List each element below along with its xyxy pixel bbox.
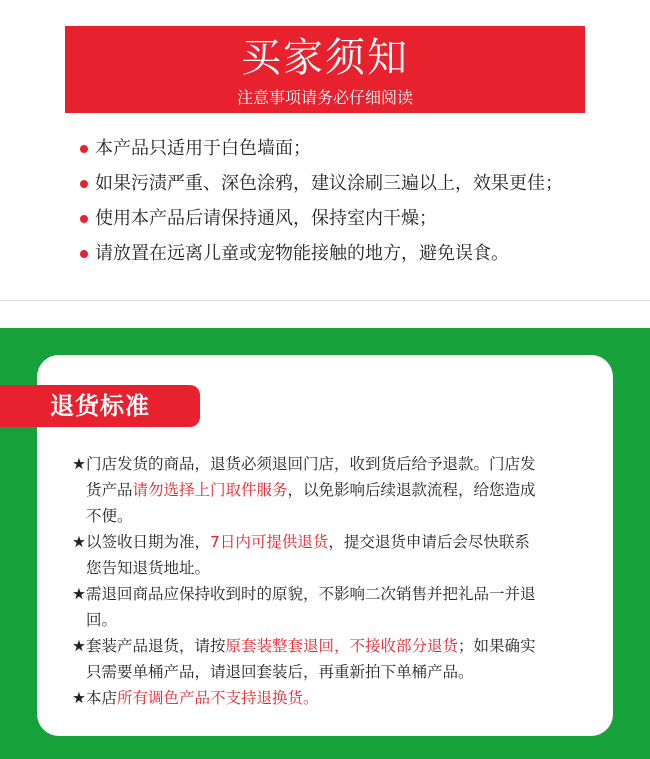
rule-text: 本店	[86, 689, 118, 707]
rule-text: 门店发货的商品，退货必须退回门店，收到货后给予退款。门店发	[86, 455, 536, 473]
rule-text: 不便。	[86, 507, 133, 525]
returns-rules	[72, 451, 592, 711]
notice-list	[80, 135, 620, 275]
list-item	[80, 135, 620, 170]
bullet-dot-icon	[80, 215, 88, 223]
rule-text: 需退回商品应保持收到时的原貌，不影响二次销售并把礼品一并退	[86, 585, 536, 603]
rule-text: 套装产品退货，请按	[86, 637, 226, 655]
rule-line	[86, 555, 592, 581]
rule-highlight: 所有调色产品不支持退换货。	[117, 689, 319, 707]
rule-line	[86, 503, 592, 529]
rule-text: ，提交退货申请后会尽快联系	[328, 533, 530, 551]
rule-text: 回。	[86, 611, 118, 629]
rule-highlight: 请勿选择上门取件服务	[132, 481, 288, 499]
buyer-notice-panel	[0, 0, 650, 301]
rule-text: 货产品	[86, 481, 133, 499]
rule-item	[72, 633, 592, 685]
notice-text: 请放置在远离儿童或宠物能接触的地方，避免误食。	[95, 243, 509, 264]
rule-line	[86, 451, 592, 477]
rule-line	[86, 607, 592, 633]
rule-line	[86, 477, 592, 503]
bullet-dot-icon	[80, 145, 88, 153]
star-icon: ★	[72, 689, 86, 707]
star-icon: ★	[72, 455, 86, 473]
rule-text: ；如果确实	[458, 637, 536, 655]
rule-item	[72, 581, 592, 633]
rule-highlight: 7日内可提供退货	[210, 533, 329, 551]
bullet-dot-icon	[80, 180, 88, 188]
returns-title: 退货标准	[50, 392, 150, 420]
bullet-dot-icon	[80, 250, 88, 258]
list-item	[80, 240, 620, 275]
rule-text: 您告知退货地址。	[86, 559, 211, 577]
rule-text: 只需要单桶产品，请退回套装后，再重新拍下单桶产品。	[86, 663, 474, 681]
rule-item	[72, 451, 592, 529]
notice-text: 使用本产品后请保持通风，保持室内干燥；	[95, 208, 437, 229]
star-icon: ★	[72, 637, 86, 655]
rule-highlight: 原套装整套退回，不接收部分退货	[225, 637, 459, 655]
list-item	[80, 205, 620, 240]
rule-item	[72, 685, 592, 711]
rule-line	[86, 529, 592, 555]
rule-line	[86, 685, 592, 711]
rule-text: 以签收日期为准，	[86, 533, 211, 551]
rule-line	[86, 581, 592, 607]
notice-text: 本产品只适用于白色墙面；	[95, 138, 311, 159]
star-icon: ★	[72, 533, 86, 551]
rule-text: ，以免影响后续退款流程，给您造成	[287, 481, 536, 499]
rule-item	[72, 529, 592, 581]
star-icon: ★	[72, 585, 86, 603]
rule-line	[86, 633, 592, 659]
page-title: 买家须知	[241, 35, 409, 81]
rule-line	[86, 659, 592, 685]
page-subtitle: 注意事项请务必仔细阅读	[236, 88, 413, 107]
returns-title-tab	[0, 385, 200, 427]
title-banner	[65, 26, 585, 113]
list-item	[80, 170, 620, 205]
notice-text: 如果污渍严重、深色涂鸦，建议涂刷三遍以上，效果更佳；	[95, 173, 563, 194]
